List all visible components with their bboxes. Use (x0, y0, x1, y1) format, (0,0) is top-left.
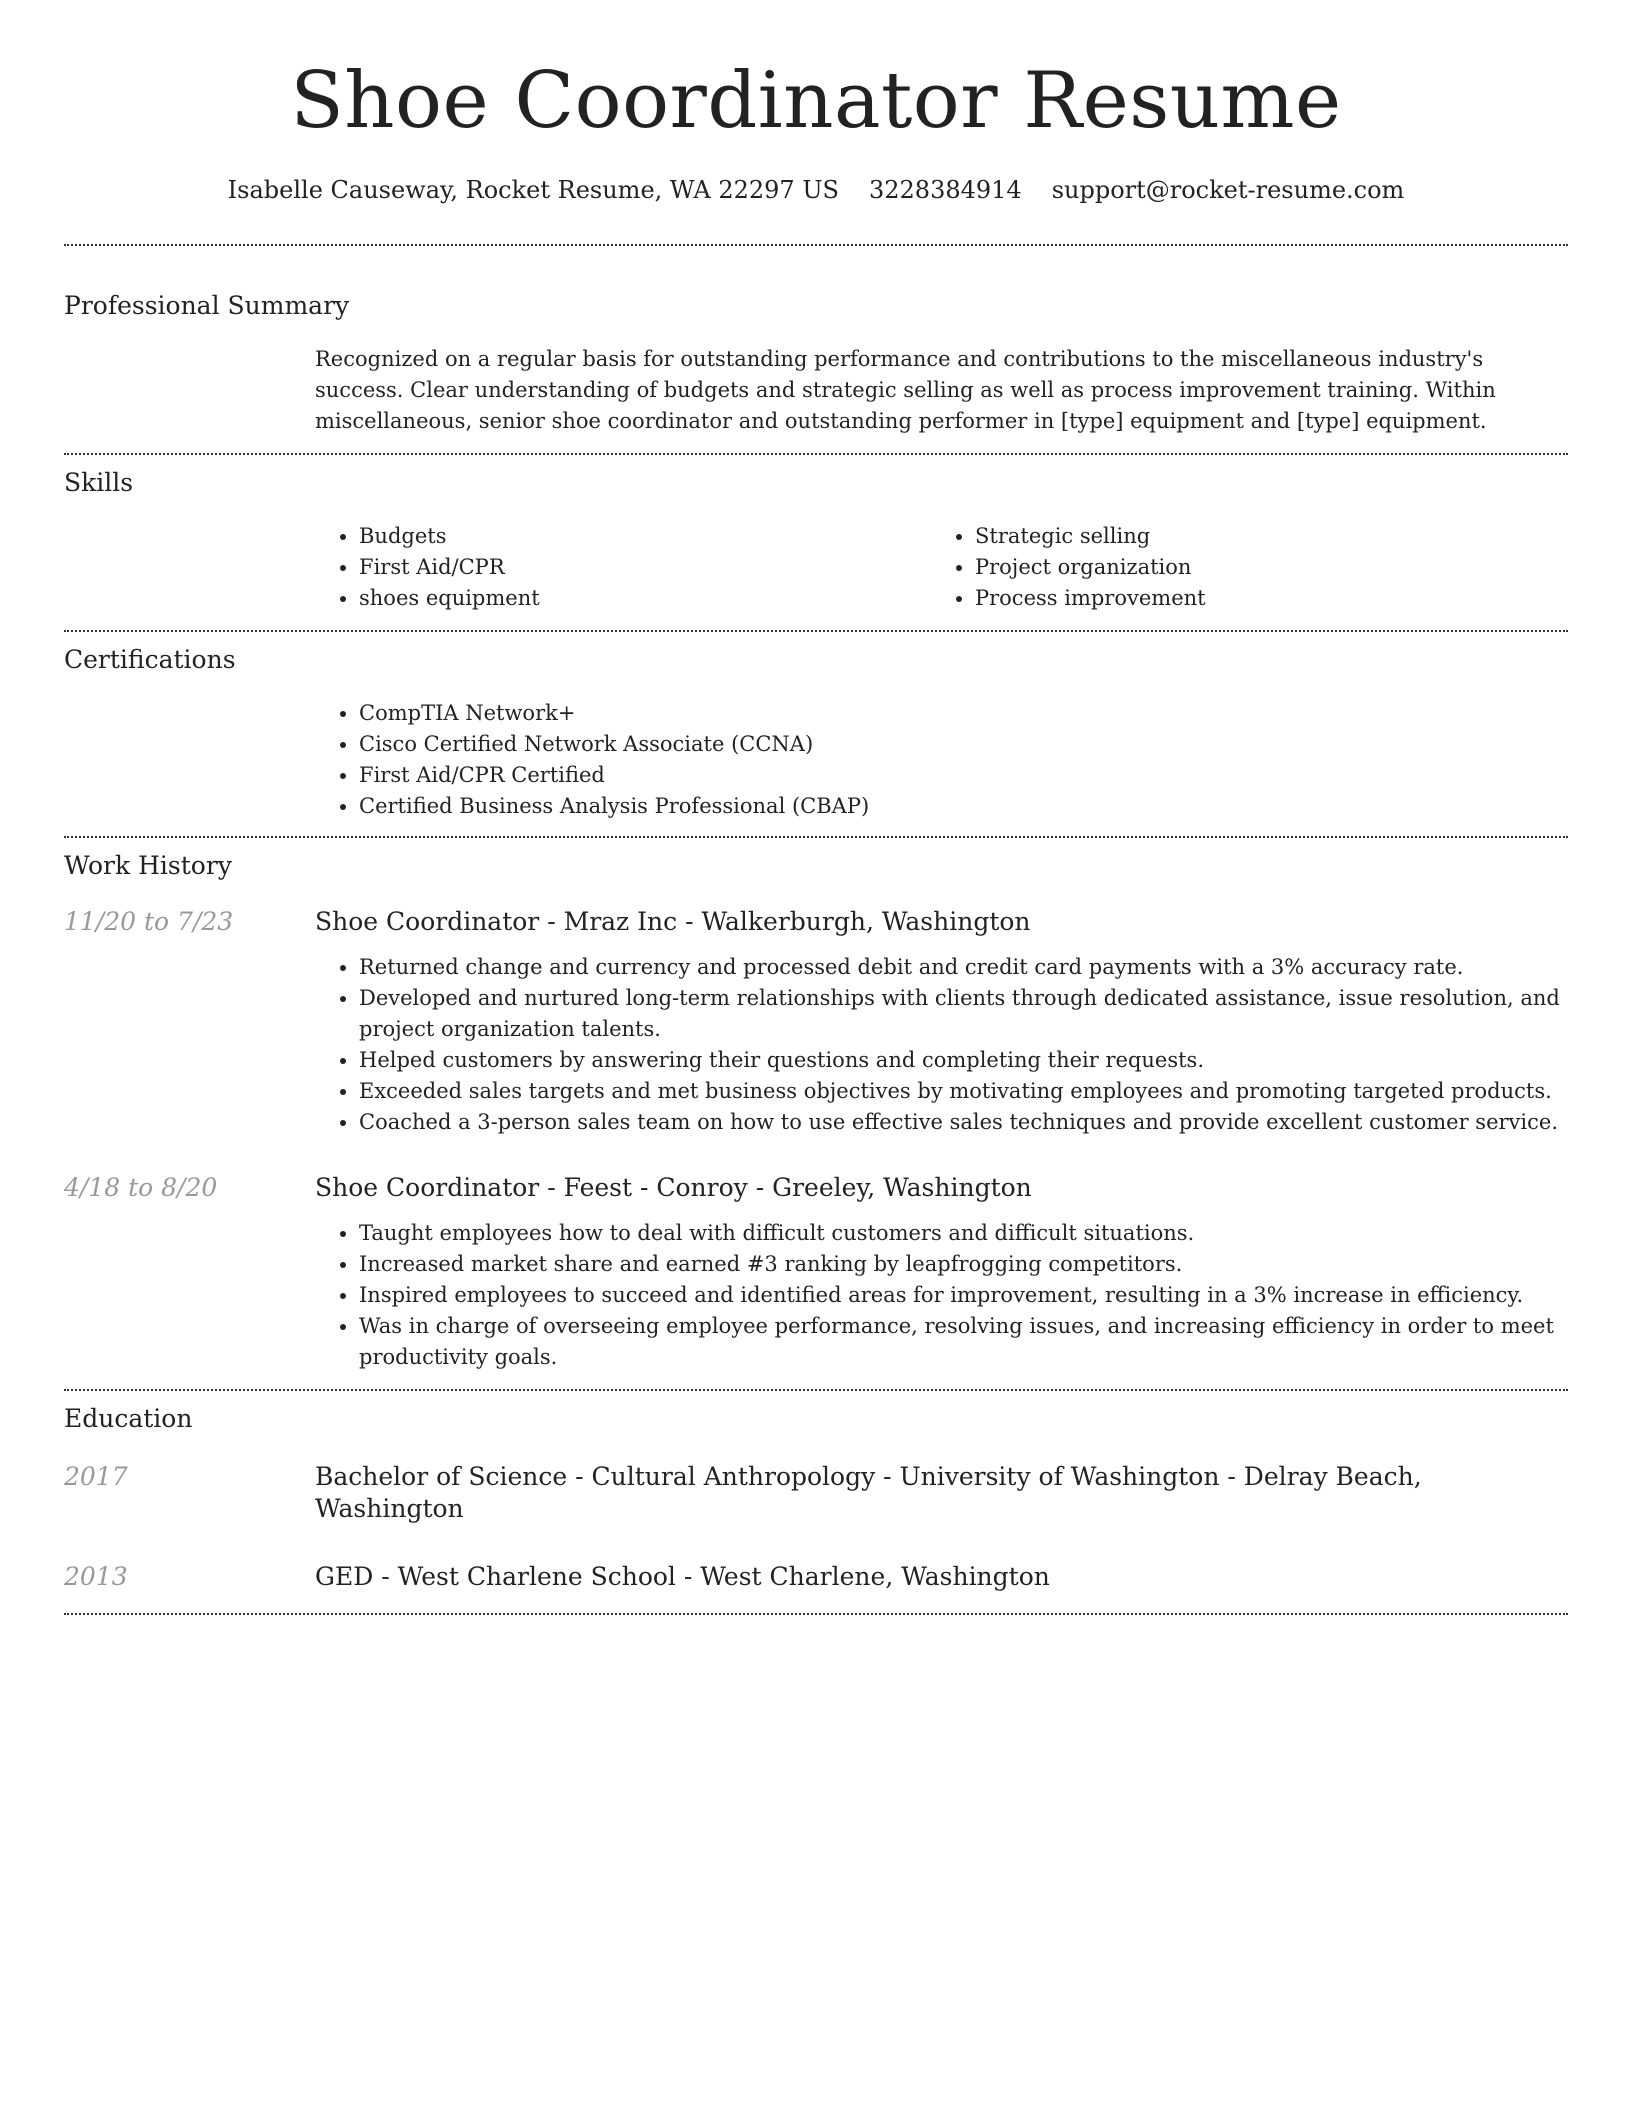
job-bullet: • Returned change and currency and processed debit and credit card payments with a 3% accuracy rate. (359, 952, 1568, 983)
job-bullet: • Was in charge of overseeing employee performance, resolving issues, and increasing efficiency in order to meet productivity goals. (359, 1311, 1568, 1373)
skills-list-left (315, 521, 931, 614)
contact-phone: 3228384914 (868, 176, 1022, 204)
certifications-section (64, 632, 1568, 836)
job-date: 11/20 to 7/23 (64, 907, 234, 936)
education-body (315, 1561, 1568, 1593)
job-title: Shoe Coordinator - Feest - Conroy - Greeley, Washington (315, 1173, 1032, 1202)
job-bullets (315, 952, 1568, 1138)
skill-item: • shoes equipment (359, 583, 931, 614)
job-date: 4/18 to 8/20 (64, 1173, 218, 1202)
skills-heading: Skills (64, 468, 134, 497)
job-title: Shoe Coordinator - Mraz Inc - Walkerburgh, Washington (315, 907, 1031, 936)
resume-title: Shoe Coordinator Resume (290, 56, 1342, 146)
education-entry (64, 1561, 1568, 1613)
work-section (64, 838, 1568, 1389)
contact-address: Isabelle Causeway, Rocket Resume, WA 22297 US (227, 176, 839, 204)
skills-section (64, 455, 1568, 630)
education-section (64, 1391, 1568, 1613)
work-heading: Work History (64, 851, 232, 880)
skill-item: • Budgets (359, 521, 931, 552)
education-body (315, 1461, 1568, 1525)
summary-text: Recognized on a regular basis for outstanding performance and contributions to the miscellaneous industry's success. Clear understanding of budgets and strategic selling as well as process improvement training. Within miscellaneous, senior shoe coordinator and outstanding performer in [type] equipment and [type] equipment. (315, 347, 1496, 433)
job-bullet: • Helped customers by answering their questions and completing their requests. (359, 1045, 1568, 1076)
education-year: 2017 (64, 1462, 128, 1491)
job-body (315, 906, 1568, 1138)
summary-section (64, 246, 1568, 453)
education-detail: Bachelor of Science - Cultural Anthropology - University of Washington - Delray Beach, Washington (315, 1462, 1422, 1523)
summary-content (315, 344, 1568, 453)
job-bullet: • Increased market share and earned #3 ranking by leapfrogging competitors. (359, 1249, 1568, 1280)
education-year: 2013 (64, 1562, 128, 1591)
job-bullet: • Inspired employees to succeed and identified areas for improvement, resulting in a 3% increase in efficiency. (359, 1280, 1568, 1311)
divider (64, 1613, 1568, 1615)
skill-item: • Process improvement (975, 583, 1547, 614)
job-bullet: • Developed and nurtured long-term relationships with clients through dedicated assistance, issue resolution, and project organization talents. (359, 983, 1568, 1045)
contact-email: support@rocket-resume.com (1051, 176, 1405, 204)
certifications-list (315, 698, 1568, 822)
education-heading: Education (64, 1404, 193, 1433)
certification-item: • Cisco Certified Network Associate (CCNA) (359, 729, 1568, 760)
summary-heading: Professional Summary (64, 291, 350, 320)
skills-list-right (931, 521, 1547, 614)
skill-item: • Project organization (975, 552, 1547, 583)
contact-line (64, 174, 1568, 206)
education-entry (64, 1461, 1568, 1525)
job-bullet: • Coached a 3-person sales team on how to use effective sales techniques and provide excellent customer service. (359, 1107, 1568, 1138)
certification-item: • First Aid/CPR Certified (359, 760, 1568, 791)
skills-grid (315, 521, 1568, 630)
certifications-heading: Certifications (64, 645, 236, 674)
skill-item: • First Aid/CPR (359, 552, 931, 583)
job-body (315, 1172, 1568, 1373)
job-bullet: • Exceeded sales targets and met business objectives by motivating employees and promoting targeted products. (359, 1076, 1568, 1107)
job-bullet: • Taught employees how to deal with difficult customers and difficult situations. (359, 1218, 1568, 1249)
skill-item: • Strategic selling (975, 521, 1547, 552)
certification-item: • CompTIA Network+ (359, 698, 1568, 729)
job-entry (64, 906, 1568, 1138)
job-entry (64, 1172, 1568, 1389)
certification-item: • Certified Business Analysis Professional (CBAP) (359, 791, 1568, 822)
job-bullets (315, 1218, 1568, 1373)
education-detail: GED - West Charlene School - West Charlene, Washington (315, 1562, 1050, 1591)
certifications-content (315, 698, 1568, 836)
